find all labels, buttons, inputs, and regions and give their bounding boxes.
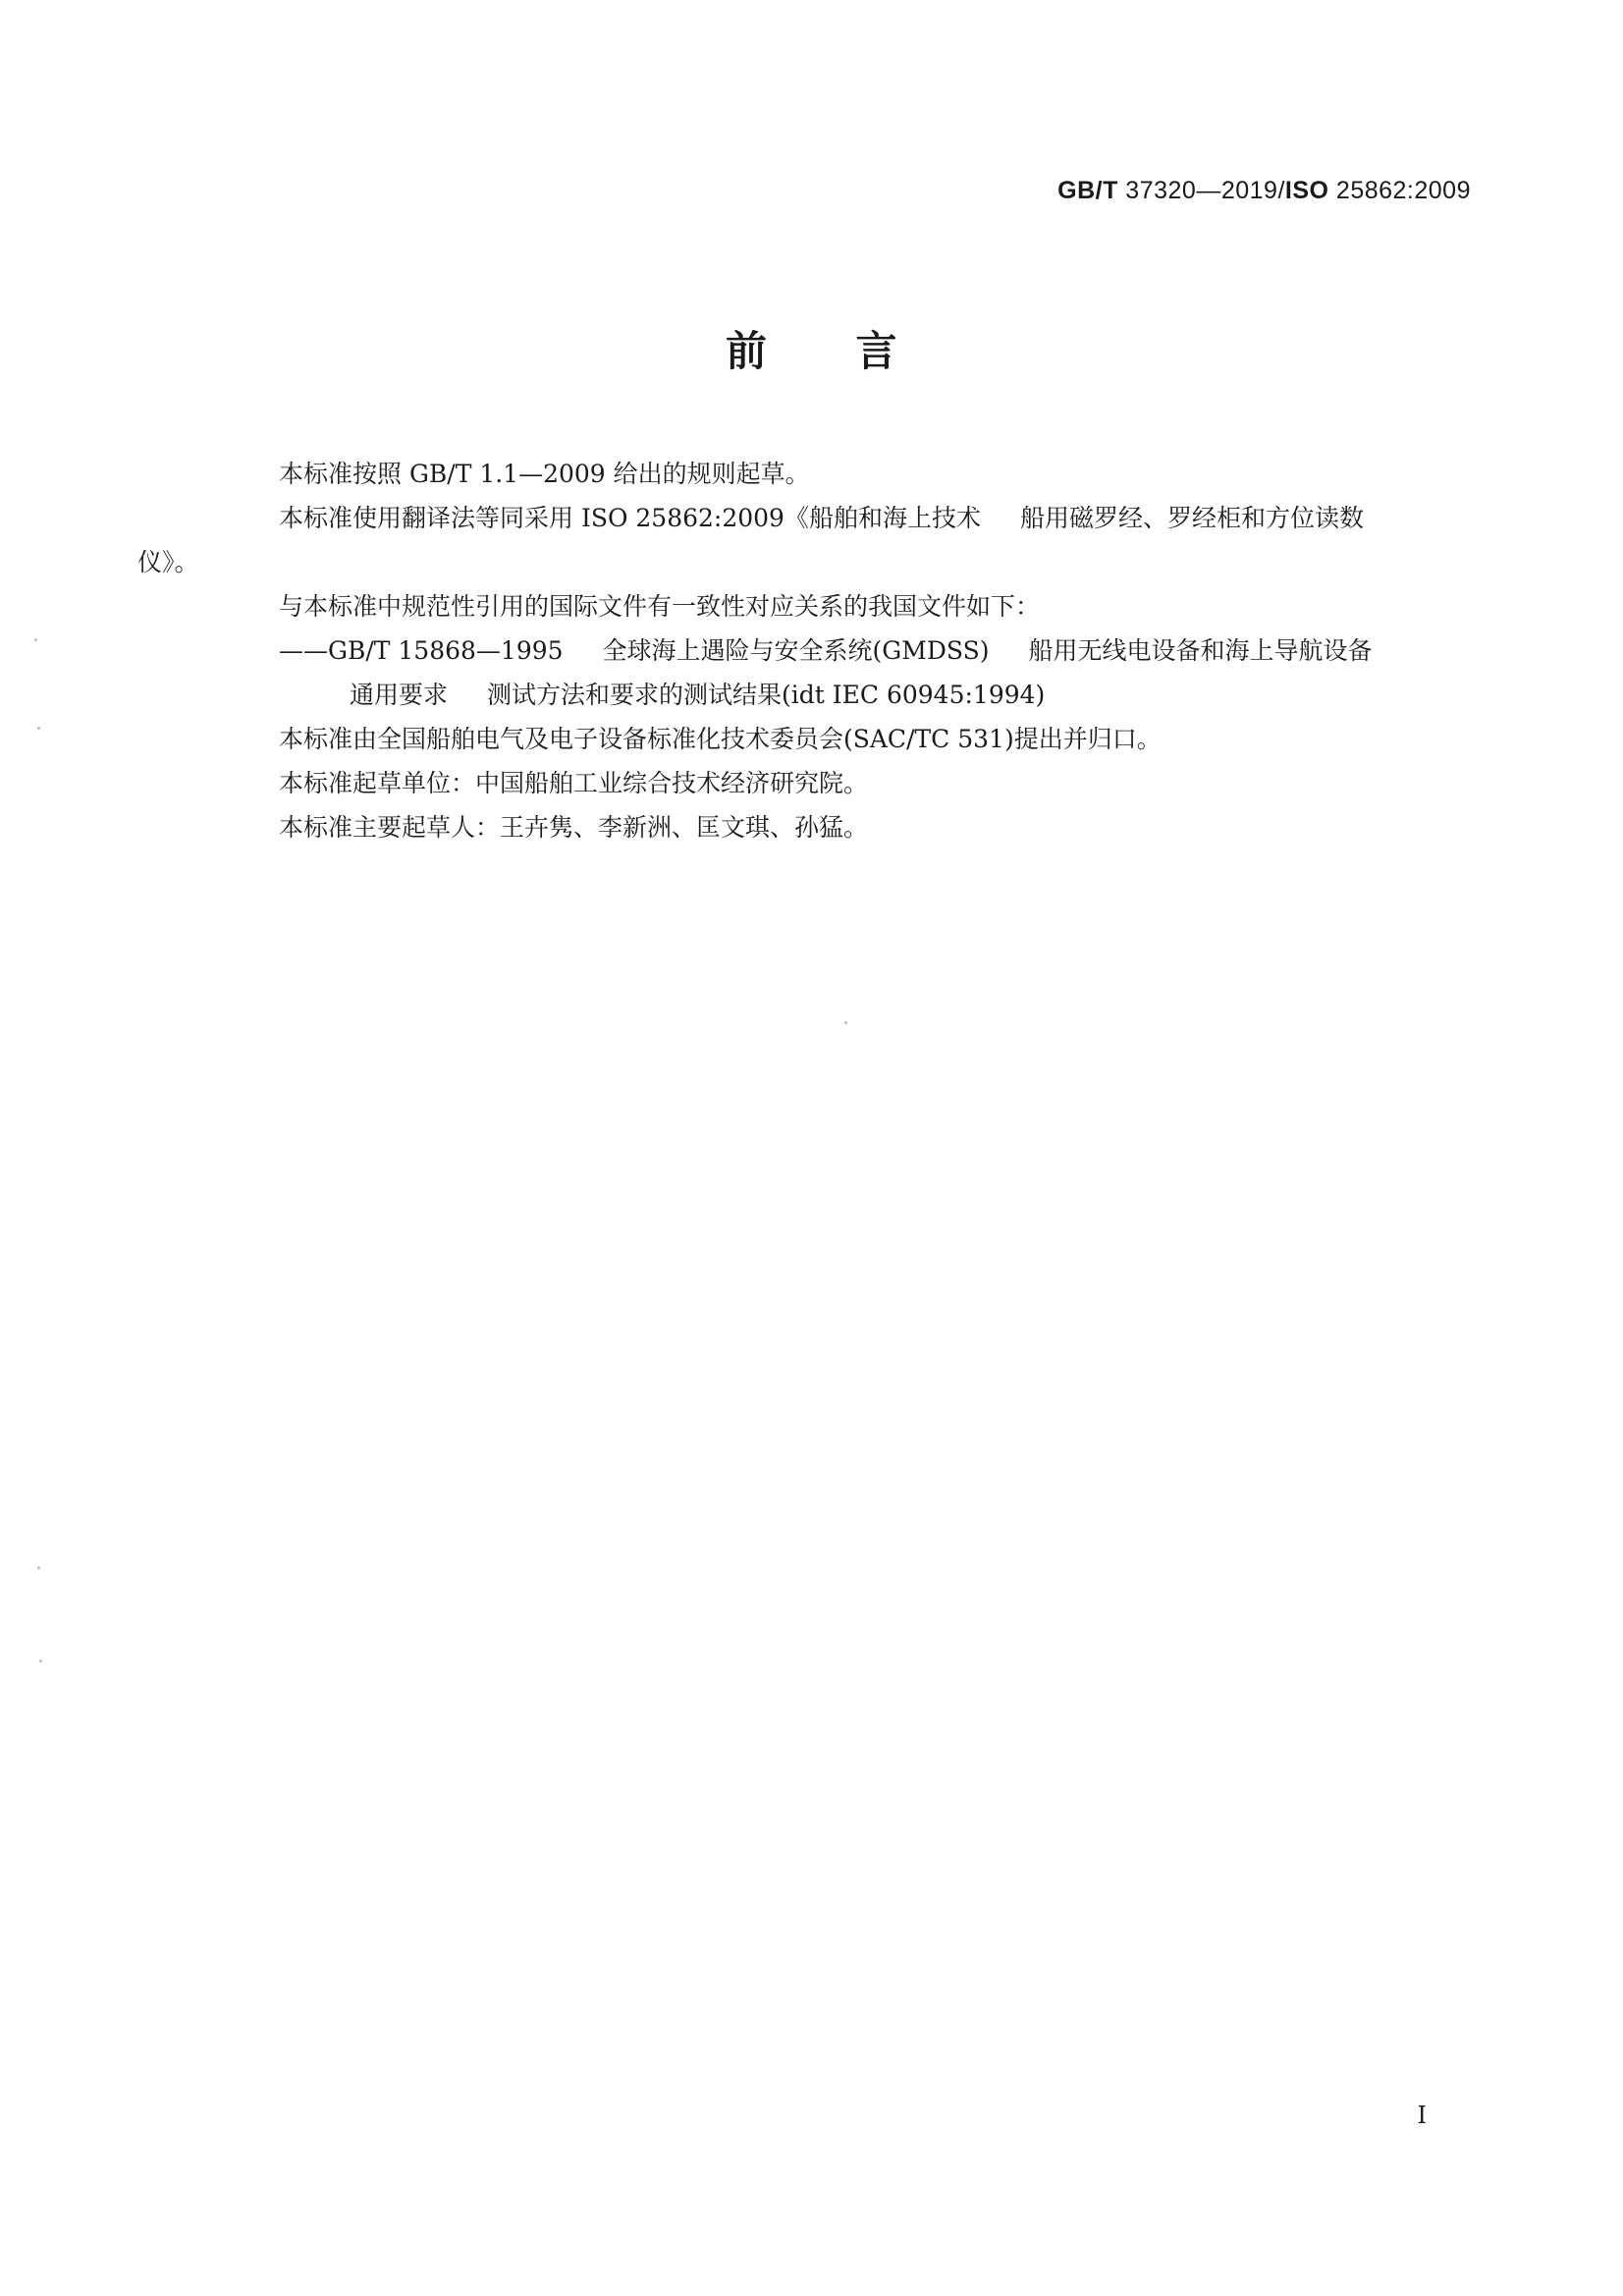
foreword-body (137, 452, 1475, 849)
iso-number: 25862:2009 (1328, 177, 1471, 204)
list-item-title-part-1: 全球海上遇险与安全系统(GMDSS) (602, 636, 990, 665)
page-title (0, 319, 1623, 378)
scan-speck (34, 638, 37, 641)
title-char-2: 言 (855, 327, 898, 375)
paragraph-drafting-unit: 本标准起草单位：中国船舶工业综合技术经济研究院。 (279, 769, 869, 797)
paragraph-adoption-part-2: 船用磁罗经、罗经柜和方位读数 (1019, 504, 1364, 532)
paragraph-adoption-part-1: 本标准使用翻译法等同采用 ISO 25862:2009《船舶和海上技术 (279, 504, 981, 532)
scan-speck (844, 1021, 847, 1024)
paragraph-correspondence-intro: 与本标准中规范性引用的国际文件有一致性对应关系的我国文件如下： (279, 592, 1041, 621)
paragraph-proposed-by: 本标准由全国船舶电气及电子设备标准化技术委员会(SAC/TC 531)提出并归口。 (279, 725, 1162, 753)
list-item-title-part-2: 船用无线电设备和海上导航设备 (1028, 636, 1373, 665)
scan-speck (39, 1660, 42, 1663)
page-number: I (1417, 2102, 1427, 2129)
paragraph-drafting-rules: 本标准按照 GB/T 1.1—2009 给出的规则起草。 (279, 460, 810, 488)
scan-speck (37, 727, 40, 730)
list-item-code: ——GB/T 15868—1995 (279, 636, 564, 665)
list-item-gb-t-15868 (208, 629, 1475, 717)
std-prefix: GB/T (1057, 177, 1118, 204)
paragraph-drafters: 本标准主要起草人：王卉隽、李新洲、匡文琪、孙猛。 (279, 813, 869, 842)
list-item-title-part-3: 通用要求 (350, 681, 449, 709)
paragraph-adoption (137, 496, 1475, 584)
scan-speck (37, 1566, 40, 1569)
list-item-continuation (279, 673, 1475, 717)
standard-code-header (1057, 177, 1471, 205)
title-char-1: 前 (725, 327, 768, 375)
paragraph-adoption-continuation: 仪》。 (137, 548, 199, 576)
std-number: 37320—2019/ (1117, 177, 1285, 204)
iso-prefix: ISO (1284, 177, 1329, 204)
list-item-title-part-4: 测试方法和要求的测试结果(idt IEC 60945:1994) (487, 681, 1046, 709)
